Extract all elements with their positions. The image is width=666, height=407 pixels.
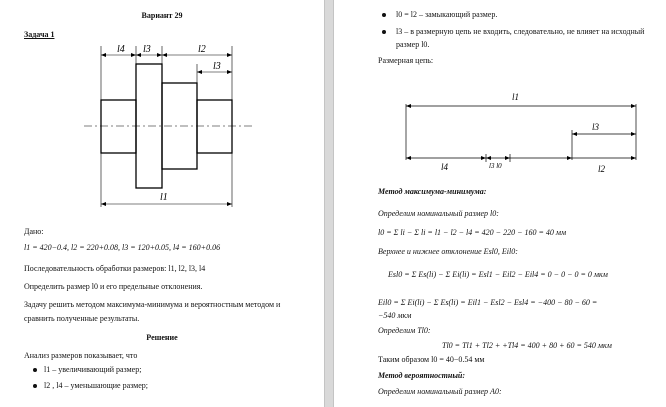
nominal-size-title: Определим номинальный размер l0: xyxy=(378,209,499,218)
chain-label-l4: l4 xyxy=(441,162,449,172)
upper-deviation-formula: Esl0 = Σ Es(li) − Σ Ei(li) = Esl1 − Eil2 − Eil4 = 0 − 0 − 0 = 0 мкм xyxy=(388,270,608,279)
result-text: Таким образом l0 = 40−0.54 мм xyxy=(378,355,485,364)
task-text-1: Задачу решить методом максимума-минимума и вероятностным методом и xyxy=(24,300,281,309)
chain-label-l3l0: l3 l0 xyxy=(489,162,502,170)
given-values: l1 = 420−0.4, l2 = 220+0.08, l3 = 120+0.05, l4 = 160+0.06 xyxy=(24,243,221,252)
page-gutter xyxy=(324,0,334,407)
method-max-min-heading: Метод максимума-минимума: xyxy=(378,187,487,196)
bullet-closing-size: l0 = l2 – замыкающий размер. xyxy=(396,10,498,19)
given-label: Дано: xyxy=(24,227,44,236)
chain-label-l2: l2 xyxy=(598,164,606,174)
bullet-l3-note: l3 – в размерную цепь не входить, следовательно, не влияет на исходный xyxy=(396,27,645,36)
dimension-chain xyxy=(334,0,666,190)
bullet-l3-note-cont: размер l0. xyxy=(396,40,430,49)
task-heading: Задача 1 xyxy=(24,30,55,39)
bullet-increasing: l1 – увеличивающий размер; xyxy=(44,365,142,374)
lower-deviation-result: −540 мкм xyxy=(378,311,412,320)
lower-deviation-formula: Eil0 = Σ Ei(li) − Σ Es(li) = Eil1 − Esl2 − Esl4 = −400 − 80 − 60 = xyxy=(378,298,598,307)
dim-label-l3: l3 xyxy=(143,44,151,55)
method-probabilistic-heading: Метод вероятностный: xyxy=(378,371,466,380)
tolerance-formula: Tl0 = Tl1 + Tl2 + +Tl4 = 400 + 80 + 60 = 540 мкм xyxy=(442,341,612,350)
dim-label-l1: l1 xyxy=(160,192,168,203)
processing-sequence: Последовательность обработки размеров: l1, l2, l3, l4 xyxy=(24,264,206,273)
chain-label: Размерная цепь: xyxy=(378,56,434,65)
chain-label-l1: l1 xyxy=(512,92,520,102)
bullet-dot xyxy=(33,368,37,372)
variant-title: Вариант 29 xyxy=(141,11,183,20)
bullet-dot xyxy=(33,384,37,388)
analysis-text: Анализ размеров показывает, что xyxy=(24,351,138,360)
tolerance-title: Определим Tl0: xyxy=(378,326,431,335)
left-page xyxy=(0,0,324,407)
nominal-size-title-2: Определим номинальный размер A0: xyxy=(378,387,502,396)
shaft-drawing xyxy=(0,0,324,220)
dim-label-l4: l4 xyxy=(117,44,125,55)
dim-label-l3b: l3 xyxy=(213,61,221,72)
task-text-2: сравнить полученные результаты. xyxy=(24,314,140,323)
solution-heading: Решение xyxy=(146,333,178,342)
right-page xyxy=(334,0,666,407)
dim-label-l2: l2 xyxy=(198,44,206,55)
determine-text: Определить размер l0 и его предельные отклонения. xyxy=(24,282,203,291)
bullet-decreasing: l2 , l4 – уменьшающие размер; xyxy=(44,381,148,390)
chain-label-l3: l3 xyxy=(592,122,600,132)
deviation-title: Верхнее и нижнее отклонение Esl0, Eil0: xyxy=(378,247,518,256)
nominal-size-formula: l0 = Σ li − Σ li = l1 − l2 − l4 = 420 − 220 − 160 = 40 мм xyxy=(378,228,567,237)
